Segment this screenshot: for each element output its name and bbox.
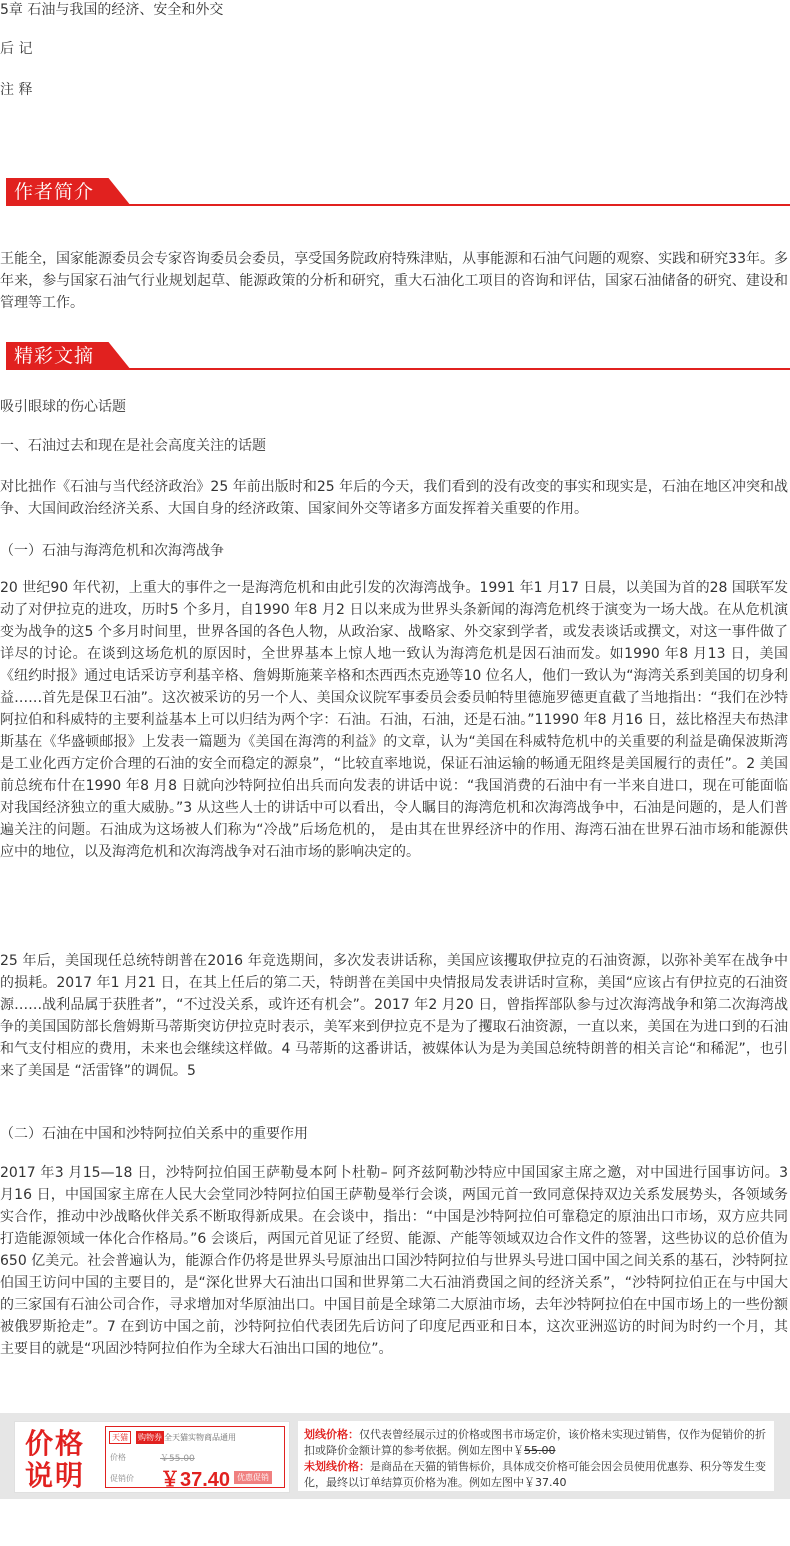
price-notice-line-1: 价格: [25, 1427, 86, 1460]
promo-button: 优惠促销: [234, 1471, 272, 1484]
promo-price-label: 促销价: [110, 1474, 134, 1483]
price-explanation-panel: [298, 1421, 774, 1491]
tmall-tag: 天猫: [109, 1431, 131, 1444]
price-example-panel: [14, 1421, 290, 1493]
regular-price-text: 是商品在天猫的销售标价，具体成交价格可能会因会员使用优惠券、积分等发生变化，最终以订单结算页价格为准。例如左图中￥37.40: [304, 1460, 766, 1489]
price-notice-title: [25, 1428, 85, 1492]
regular-price-key: 未划线价格：: [304, 1460, 370, 1473]
toc-chapter-5: 5章 石油与我国的经济、安全和外交: [0, 2, 224, 18]
paragraph-2: 20 世纪90 年代初，上重大的事件之一是海湾危机和由此引发的次海湾战争。1991 年1 月17 日晨，以美国为首的28 国联军发动了对伊拉克的进攻，历时5 个多月，自1990 年8 月2 日以来成为世界头条新闻的海湾危机终于演变为一场大战。在从危机演变为战争的这5 个多月时间里，世界各国的各色人物，从政治家、战略家、外交家到学者，或发表谈话或撰文，对这一事件做了详尽的讨论。在谈到这场危机的原因时，全世界基本上惊人地一致认为海湾危机是因石油而发。如1990 年8 月13 日，美国《纽约时报》通过电话采访亨利基辛格、詹姆斯施莱辛格和杰西西杰克逊等10 位名人，他们一致认为“海湾关系到美国的切身利益……首先是保卫石油”。这次被采访的另一个人、美国众议院军事委员会委员帕特里德施罗德更直截了当地指出：“我们在沙特阿拉伯和科威特的主要利益基本上可以归结为两个字：石油。石油，石油，还是石油。”11990 年8 月16 日，兹比格涅夫布热津斯基在《华盛顿邮报》上发表一篇题为《美国在海湾的利益》的文章，认为“美国在科威特危机中的关重要的利益是确保波斯湾是工业化西方定价合理的石油的安全而稳定的源泉”，“比较直率地说，保证石油运输的畅通无阻终是美国履行的责任”。2 美国前总统布什在1990 年8 月8 日就向沙特阿拉伯出兵而向发表的讲话中说：“我国消费的石油中有一半来自进口，现在可能面临对我国经济独立的重大威胁。”3 从这些人士的讲话中可以看出，令人瞩目的海湾危机和次海湾战争中，石油是问题的，是人们普遍关注的问题。石油成为这场被人们称为“冷战”后场危机的， 是由其在世界经济中的作用、海湾石油在世界石油市场和能源供应中的地位，以及海湾危机和次海湾战争对石油市场的影响决定的。: [0, 580, 788, 860]
price-example-card: [105, 1426, 285, 1491]
subsection-2-title: （二）石油在中国和沙特阿拉伯关系中的重要作用: [0, 1126, 308, 1142]
author-heading: 作者简介: [14, 181, 95, 203]
excerpt-subtitle: 吸引眼球的伤心话题: [0, 399, 126, 415]
price-banner: [0, 1413, 790, 1499]
toc-notes: 注 释: [0, 82, 33, 98]
strikethrough-price-explanation: [304, 1427, 770, 1459]
list-price-value: ￥55.00: [160, 1454, 195, 1464]
price-notice-line-2: 说明: [25, 1459, 86, 1492]
strikethrough-price-key: 划线价格：: [304, 1428, 359, 1441]
list-price-label: 价格: [110, 1453, 126, 1462]
paragraph-4: 2017 年3 月15—18 日，沙特阿拉伯国王萨勒曼本阿卜杜勒– 阿齐兹阿勒沙特应中国国家主席之邀，对中国进行国事访问。3 月16 日，中国国家主席在人民大会堂同沙特阿拉伯国王萨勒曼举行会谈，两国元首一致同意保持双边关系发展势头，各领域务实合作，推动中沙战略伙伴关系不断取得新成果。在会谈中，指出：“中国是沙特阿拉伯可靠稳定的原油出口市场，双方应共同打造能源领域一体化合作格局。”6 会谈后，两国元首见证了经贸、能源、产能等领域双边合作文件的签署，这些协议的总价值为650 亿美元。社会普遍认为，能源合作仍将是世界头号原油出口国沙特阿拉伯与世界头号进口国中国之间关系的基石，沙特阿拉伯国王访问中国的主要目的，是“深化世界大石油出口国和世界第二大石油消费国之间的经济关系”，“沙特阿拉伯正在与中国大的三家国有石油公司合作，寻求增加对华原油出口。中国目前是全球第二大原油市场，去年沙特阿拉伯在中国市场上的一些份额被俄罗斯抢走”。7 在到访中国之前，沙特阿拉伯代表团先后访问了印度尼西亚和日本，这次亚洲巡访的时间为时约一个月，其主要目的就是“巩固沙特阿拉伯作为全球大石油出口国的地位”。: [0, 1165, 788, 1357]
coupon-description: 全天猫实物商品通用: [164, 1433, 236, 1442]
strikethrough-price-example: 55.00: [524, 1444, 556, 1457]
promo-price-value: ￥37.40: [160, 1469, 231, 1491]
coupon-tag: 购物券: [138, 1433, 162, 1442]
toc-afterword: 后 记: [0, 41, 33, 57]
excerpt-section-header: [0, 342, 790, 372]
header-rule: [6, 368, 790, 370]
author-bio: 王能全，国家能源委员会专家咨询委员会委员，享受国务院政府特殊津贴，从事能源和石油气问题的观察、实践和研究33年。多年来，参与国家石油气行业规划起草、能源政策的分析和研究，重大石油化工项目的咨询和评估，国家石油储备的研究、建设和管理等工作。: [0, 251, 788, 311]
paragraph-3: 25 年后，美国现任总统特朗普在2016 年竞选期间，多次发表讲话称，美国应该攫取伊拉克的石油资源，以弥补美军在战争中的损耗。2017 年1 月21 日，在其上任后的第二天，特朗普在美国中央情报局发表讲话时宣称，美国“应该占有伊拉克的石油资源……战利品属于获胜者”，“不过没关系，或许还有机会”。2017 年2 月20 日，曾指挥部队参与过次海湾战争和第二次海湾战争的美国国防部长詹姆斯马蒂斯突访伊拉克时表示，美军来到伊拉克不是为了攫取石油资源，一直以来，美国在为进口到的石油和气支付相应的费用，未来也会继续这样做。4 马蒂斯的这番讲话，被媒体认为是为美国总统特朗普的相关言论“和稀泥”，也引来了美国是 “活雷锋”的调侃。5: [0, 953, 788, 1079]
section-1-title: 一、石油过去和现在是社会高度关注的话题: [0, 438, 266, 454]
excerpt-heading: 精彩文摘: [14, 345, 95, 367]
header-rule: [6, 204, 790, 206]
subsection-1-title: （一）石油与海湾危机和次海湾战争: [0, 543, 224, 559]
regular-price-explanation: [304, 1459, 770, 1491]
paragraph-1: 对比拙作《石油与当代经济政治》25 年前出版时和25 年后的今天，我们看到的没有改变的事实和现实是，石油在地区冲突和战争、大国间政治经济关系、大国自身的经济政策、国家间外交等诸多方面发挥着关重要的作用。: [0, 479, 788, 517]
strikethrough-price-text: 仅代表曾经展示过的价格或图书市场定价，该价格未实现过销售，仅作为促销价的折扣或降价金额计算的参考依据。例如左图中￥: [304, 1428, 766, 1457]
author-section-header: [0, 178, 790, 208]
